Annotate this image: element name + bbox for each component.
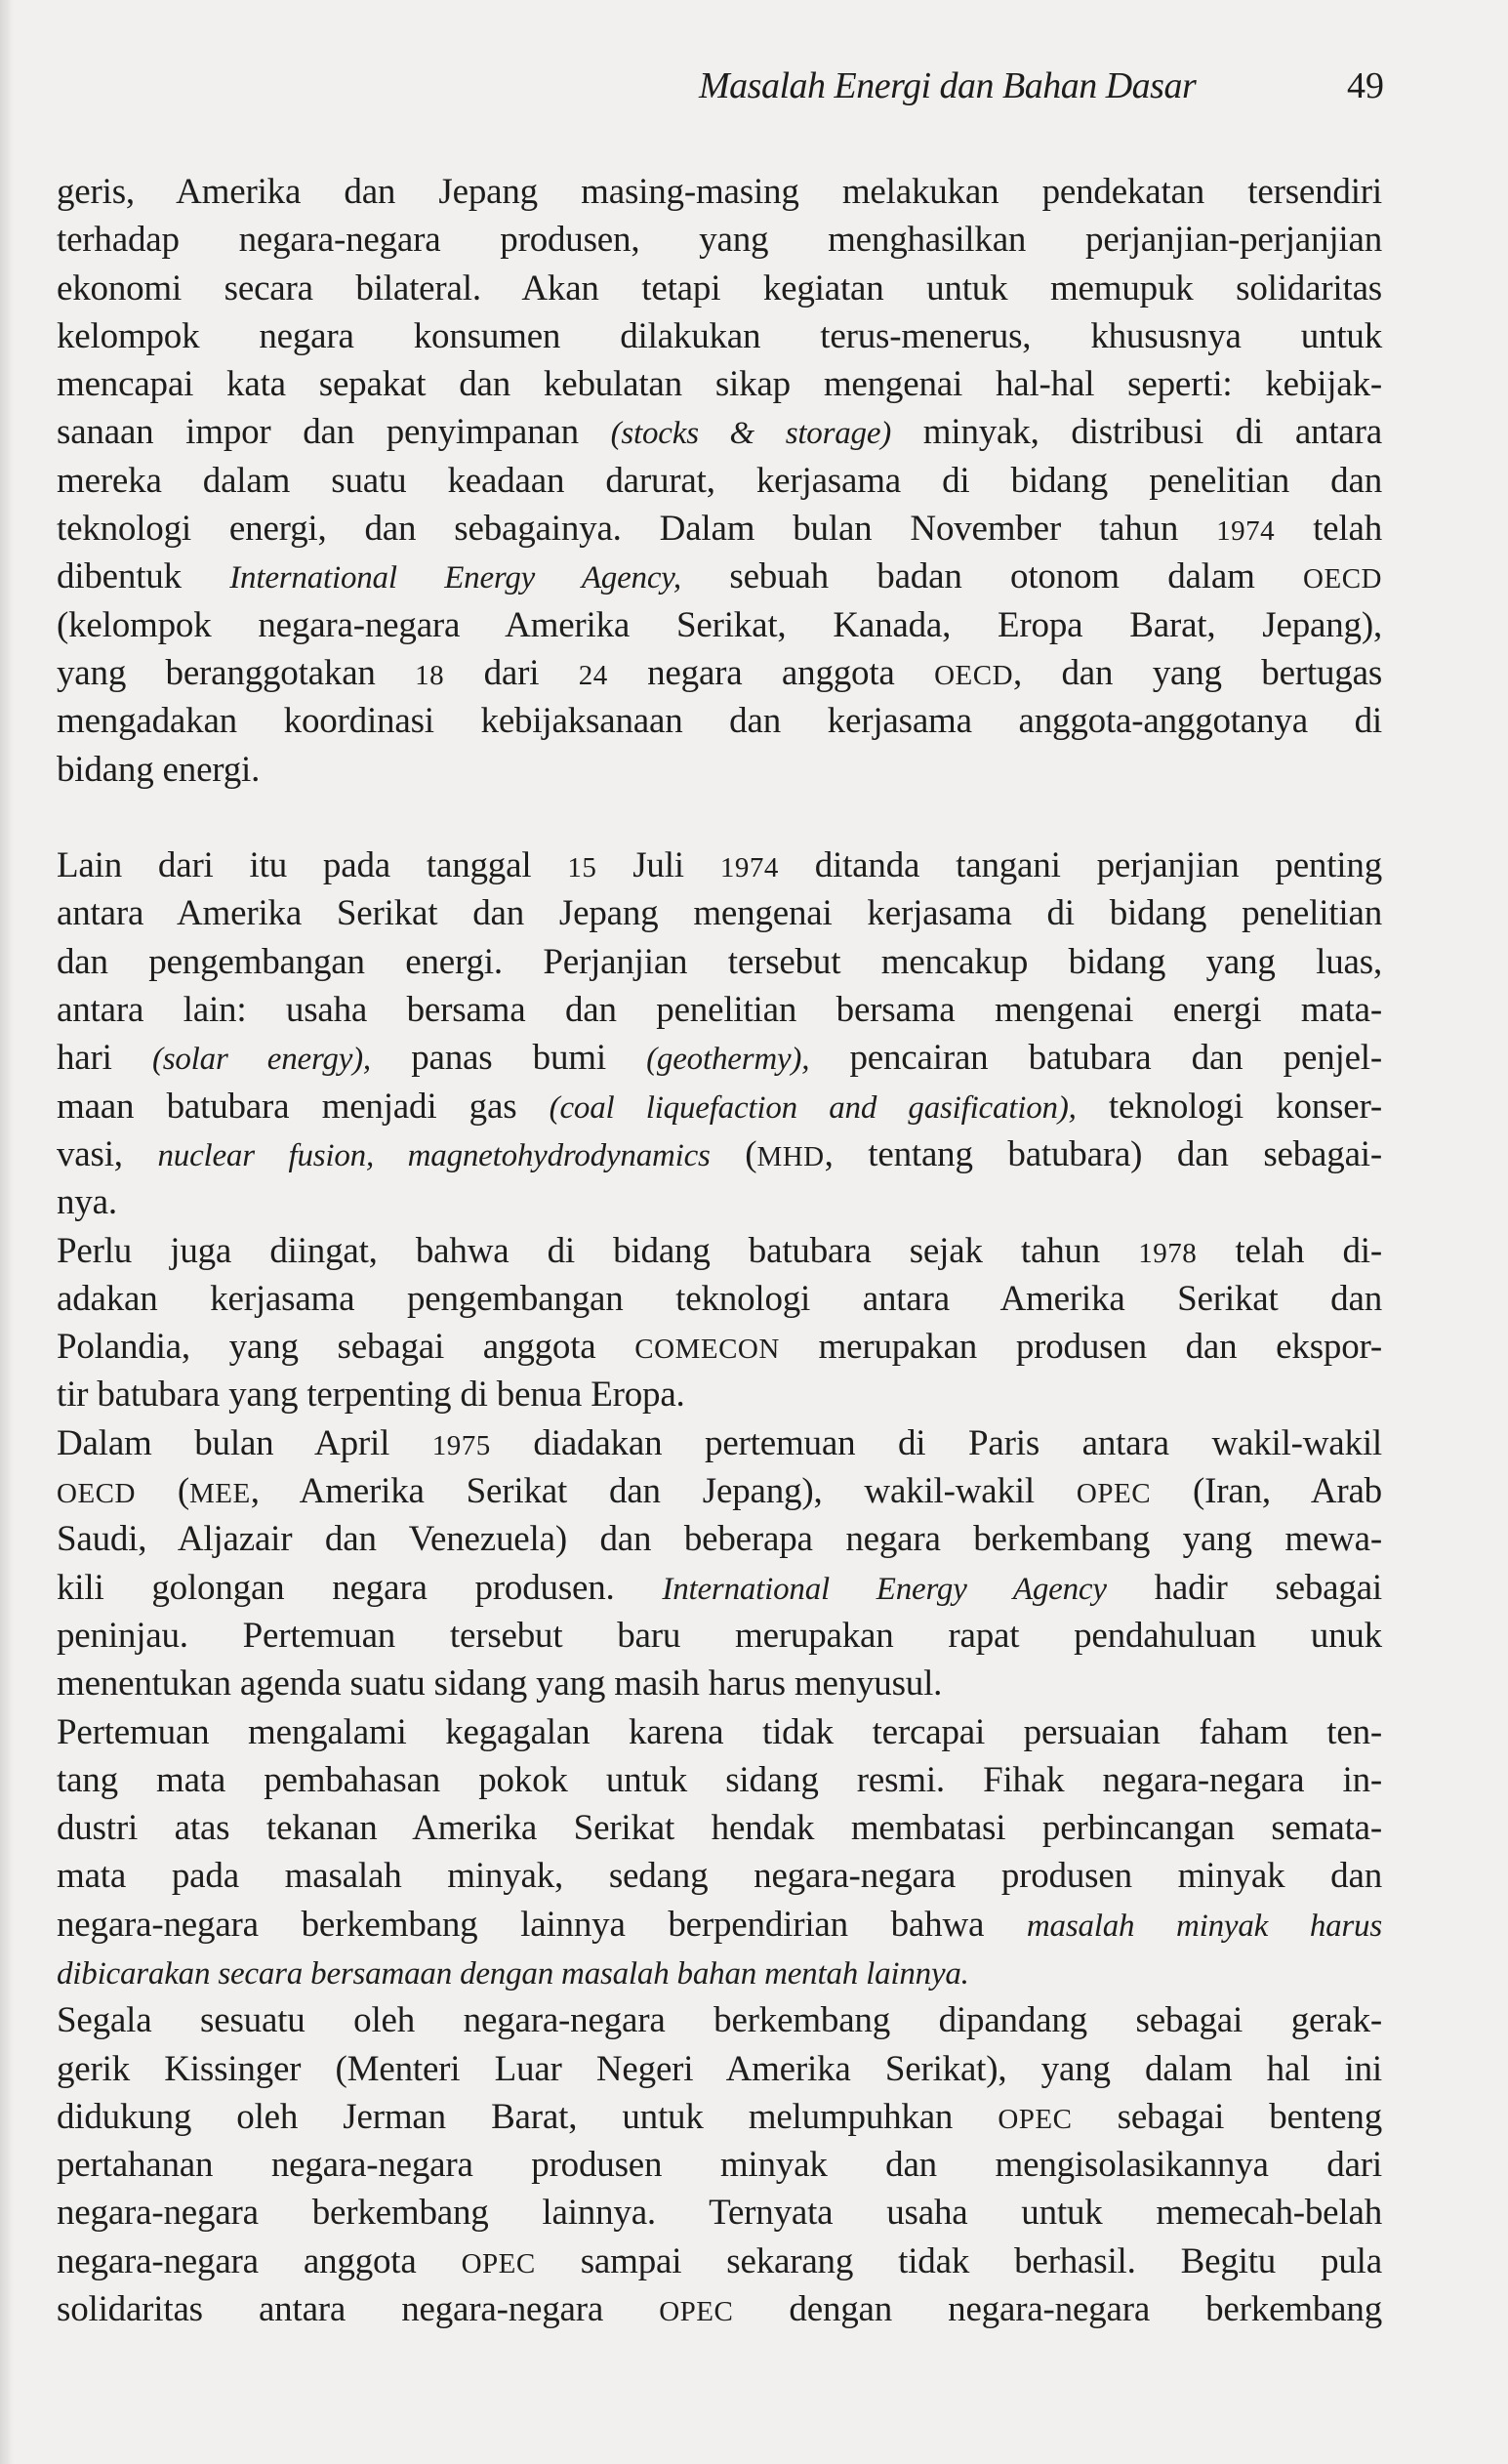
text-line	[57, 1564, 1382, 1612]
text-run: panas bumi	[371, 1038, 647, 1079]
text-line	[57, 1083, 1382, 1130]
text-run: peninjau. Pertemuan tersebut baru merupakan rapat pendahuluan unuk	[57, 1615, 1382, 1656]
text-run: Pertemuan mengalami kegagalan karena tidak tercapai persuaian faham ten-	[57, 1711, 1382, 1752]
text-run: ditanda tangani perjanjian penting	[778, 845, 1382, 886]
text-line	[57, 1275, 1382, 1323]
text-line	[57, 842, 1382, 889]
text-run: solidaritas antara negara-negara	[57, 2289, 660, 2330]
small-caps-text: 1975	[431, 1429, 491, 1461]
text-run: sampai sekarang tidak berhasil. Begitu pula	[535, 2240, 1382, 2281]
text-run: negara-negara anggota	[57, 2240, 462, 2281]
text-line	[57, 1949, 1382, 1996]
small-caps-text: OPEC	[998, 2103, 1073, 2135]
text-run: negara anggota	[607, 652, 935, 693]
text-line	[57, 457, 1382, 505]
small-caps-text: 18	[415, 659, 445, 691]
text-run: pertahanan negara-negara produsen minyak dan mengisolasikannya dari	[57, 2145, 1382, 2186]
small-caps-text: 1974	[1216, 515, 1276, 548]
text-run: Lain dari itu pada tanggal	[57, 845, 568, 886]
text-run: hadir sebagai	[1106, 1567, 1383, 1608]
text-run: didukung oleh Jerman Barat, untuk melumpuhkan	[57, 2096, 999, 2137]
text-line	[57, 1130, 1382, 1178]
body-text	[57, 168, 1382, 2333]
text-line	[57, 168, 1382, 216]
text-run: pencairan batubara dan penjel-	[809, 1038, 1383, 1079]
text-run: diadakan pertemuan di Paris antara wakil-wakil	[490, 1422, 1382, 1463]
text-line	[57, 505, 1382, 553]
text-run: sanaan impor dan penyimpanan	[57, 412, 611, 453]
text-run: menentukan agenda suatu sidang yang masih harus menyusul.	[57, 1663, 943, 1704]
text-run: Saudi, Aljazair dan Venezuela) dan beberapa negara berkembang yang mewa-	[57, 1519, 1382, 1560]
paragraph	[57, 842, 1382, 1226]
text-line	[57, 1756, 1382, 1804]
text-run: dengan negara-negara berkembang	[733, 2289, 1382, 2330]
small-caps-text: MHD	[756, 1140, 825, 1172]
text-line	[57, 697, 1382, 745]
text-line	[57, 2238, 1382, 2285]
italic-text: International Energy Agency,	[229, 560, 681, 596]
page-number: 49	[1347, 65, 1384, 106]
text-line	[57, 2141, 1382, 2189]
text-line	[57, 746, 1382, 794]
text-run: Juli	[596, 845, 720, 886]
small-caps-text: OECD	[1303, 563, 1382, 595]
text-line	[57, 1419, 1382, 1467]
text-line	[57, 1804, 1382, 1852]
small-caps-text: 24	[578, 659, 608, 691]
small-caps-text: OPEC	[1076, 1478, 1152, 1510]
text-line	[57, 1660, 1382, 1707]
paragraph	[57, 168, 1382, 794]
text-run: (	[135, 1471, 190, 1512]
text-line	[57, 2189, 1382, 2237]
small-caps-text: MEE	[189, 1478, 251, 1510]
text-run: negara-negara berkembang lainnya. Ternyata usaha untuk memecah-belah	[57, 2193, 1382, 2234]
text-run: maan batubara menjadi gas	[57, 1086, 550, 1127]
text-run: (	[710, 1133, 757, 1174]
text-run: terhadap negara-negara produsen, yang menghasilkan perjanjian-perjanjian	[57, 220, 1382, 261]
text-run: dari	[444, 652, 579, 693]
text-line	[57, 408, 1382, 456]
small-caps-text: OECD	[934, 659, 1014, 691]
text-run: antara Amerika Serikat dan Jepang mengenai kerjasama di bidang penelitian	[57, 893, 1382, 934]
text-run: (Iran, Arab	[1151, 1471, 1382, 1512]
italic-text: (solar energy),	[151, 1042, 371, 1078]
text-line	[57, 986, 1382, 1034]
text-line	[57, 2045, 1382, 2093]
text-run: teknologi energi, dan sebagainya. Dalam bulan November tahun	[57, 509, 1217, 550]
text-run: , tentang batubara) dan sebagai-	[824, 1133, 1383, 1174]
text-run: negara-negara berkembang lainnya berpendirian bahwa	[57, 1904, 1027, 1945]
text-run: telah di-	[1197, 1230, 1382, 1271]
small-caps-text: 1978	[1138, 1237, 1198, 1269]
text-run: minyak, distribusi di antara	[891, 412, 1382, 453]
text-run: kili golongan negara produsen.	[57, 1567, 663, 1608]
text-run: dan pengembangan energi. Perjanjian tersebut mencakup bidang yang luas,	[57, 941, 1382, 982]
text-run: hari	[57, 1038, 152, 1079]
text-run: mereka dalam suatu keadaan darurat, kerjasama di bidang penelitian dan	[57, 460, 1382, 501]
text-line	[57, 2285, 1382, 2333]
text-line	[57, 1901, 1382, 1949]
text-run: yang beranggotakan	[57, 652, 416, 693]
small-caps-text: 15	[567, 852, 597, 884]
text-run: , dan yang bertugas	[1013, 652, 1383, 693]
text-line	[57, 649, 1382, 697]
text-run: ekonomi secara bilateral. Akan tetapi kegiatan untuk memupuk solidaritas	[57, 267, 1382, 308]
text-run: kelompok negara konsumen dilakukan terus-menerus, khususnya untuk	[57, 315, 1382, 356]
text-line	[57, 312, 1382, 360]
text-run: telah	[1275, 509, 1382, 550]
text-line	[57, 2093, 1382, 2141]
italic-text: (geothermy),	[646, 1042, 810, 1078]
text-line	[57, 1996, 1382, 2044]
text-run: sebagai benteng	[1072, 2096, 1382, 2137]
italic-text: International Energy Agency	[662, 1571, 1107, 1607]
text-run: (kelompok negara-negara Amerika Serikat, Kanada, Eropa Barat, Jepang),	[57, 604, 1382, 645]
text-line	[57, 601, 1382, 649]
text-line	[57, 1227, 1382, 1275]
text-run: geris, Amerika dan Jepang masing-masing melakukan pendekatan tersendiri	[57, 172, 1382, 212]
italic-text: dibicarakan secara bersamaan dengan masalah bahan mentah lainnya.	[57, 1955, 969, 1992]
text-run: sebuah badan otonom dalam	[680, 556, 1304, 597]
text-line	[57, 889, 1382, 937]
small-caps-text: COMECON	[634, 1334, 780, 1366]
paragraph	[57, 1419, 1382, 1708]
small-caps-text: OPEC	[659, 2296, 734, 2328]
text-run: tang mata pembahasan pokok untuk sidang resmi. Fihak negara-negara in-	[57, 1759, 1382, 1800]
paragraph	[57, 1996, 1382, 2333]
text-run: vasi,	[57, 1133, 158, 1174]
text-run: Perlu juga diingat, bahwa di bidang batubara sejak tahun	[57, 1230, 1139, 1271]
text-run: Segala sesuatu oleh negara-negara berkembang dipandang sebagai gerak-	[57, 2000, 1382, 2041]
text-line	[57, 360, 1382, 408]
text-line	[57, 265, 1382, 312]
paragraph-gap	[57, 794, 1382, 842]
text-line	[57, 553, 1382, 600]
small-caps-text: OPEC	[461, 2247, 536, 2279]
text-run: , Amerika Serikat dan Jepang), wakil-wakil	[250, 1471, 1077, 1512]
text-run: gerik Kissinger (Menteri Luar Negeri Amerika Serikat), yang dalam hal ini	[57, 2048, 1382, 2089]
text-run: Polandia, yang sebagai anggota	[57, 1327, 635, 1368]
text-line	[57, 1371, 1382, 1418]
text-line	[57, 1178, 1382, 1226]
text-line	[57, 1852, 1382, 1900]
text-run: tir batubara yang terpenting di benua Eropa.	[57, 1375, 685, 1416]
page-edge-shadow	[0, 0, 14, 2464]
text-line	[57, 1612, 1382, 1660]
running-title: Masalah Energi dan Bahan Dasar	[699, 65, 1197, 106]
italic-text: nuclear fusion, magnetohydrodynamics	[157, 1137, 711, 1173]
text-line	[57, 216, 1382, 264]
text-line	[57, 1034, 1382, 1082]
text-run: mengadakan koordinasi kebijaksanaan dan kerjasama anggota-anggotanya di	[57, 701, 1382, 742]
text-run: mencapai kata sepakat dan kebulatan sikap mengenai hal-hal seperti: kebijak-	[57, 364, 1382, 405]
text-run: antara lain: usaha bersama dan penelitian bersama mengenai energi mata-	[57, 990, 1382, 1031]
small-caps-text: OECD	[57, 1478, 136, 1510]
text-run: Dalam bulan April	[57, 1422, 432, 1463]
italic-text: (coal liquefaction and gasification),	[549, 1089, 1077, 1126]
text-line	[57, 938, 1382, 986]
text-line	[57, 1708, 1382, 1756]
italic-text: masalah minyak harus	[1026, 1908, 1383, 1944]
text-run: dustri atas tekanan Amerika Serikat hendak membatasi perbincangan semata-	[57, 1808, 1382, 1849]
text-run: teknologi konser-	[1076, 1086, 1382, 1127]
paragraph	[57, 1708, 1382, 1997]
small-caps-text: 1974	[719, 852, 779, 884]
text-run: mata pada masalah minyak, sedang negara-negara produsen minyak dan	[57, 1856, 1382, 1897]
text-run: adakan kerjasama pengembangan teknologi antara Amerika Serikat dan	[57, 1278, 1382, 1319]
text-run: bidang energi.	[57, 749, 261, 790]
text-run: dibentuk	[57, 556, 230, 597]
text-line	[57, 1467, 1382, 1515]
paragraph	[57, 1227, 1382, 1419]
text-run: merupakan produsen dan ekspor-	[779, 1327, 1382, 1368]
text-line	[57, 1323, 1382, 1371]
text-run: nya.	[57, 1182, 117, 1223]
italic-text: (stocks & storage)	[610, 416, 892, 452]
text-line	[57, 1515, 1382, 1563]
